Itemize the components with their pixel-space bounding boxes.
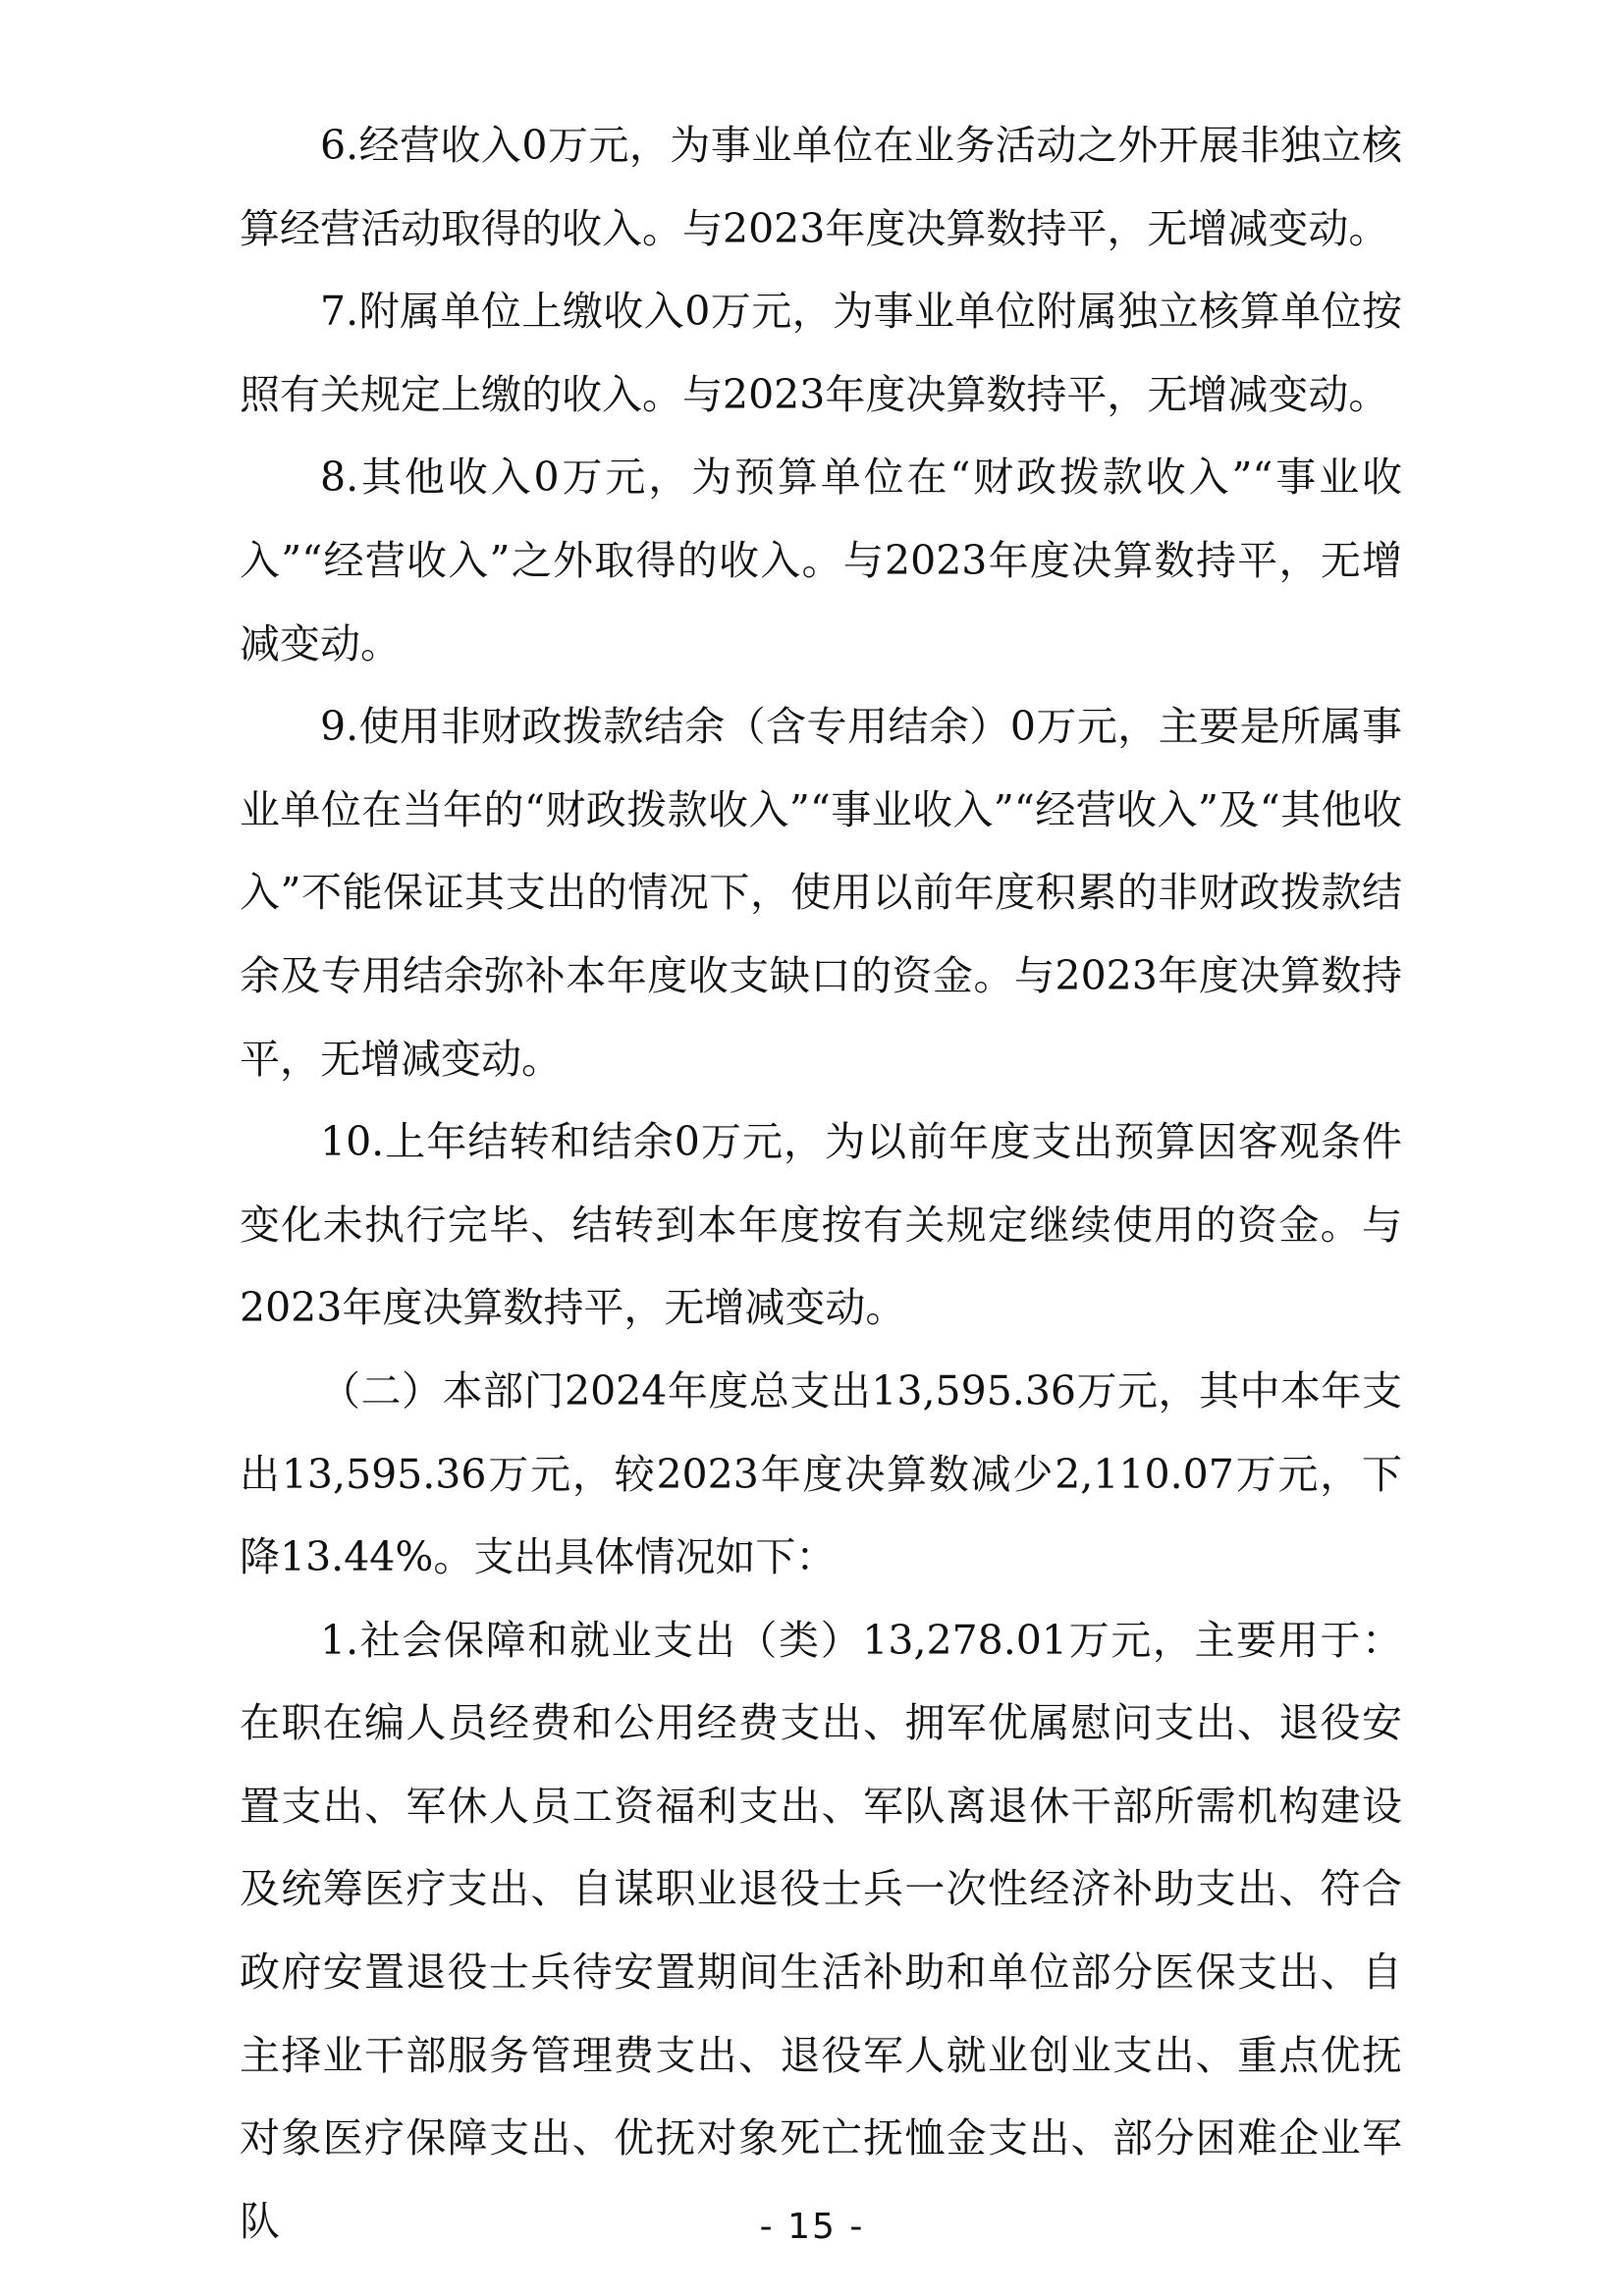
document-body [240,104,1402,2263]
paragraph-other-income: 8.其他收入0万元，为预算单位在“财政拨款收入”“事业收入”“经营收入”之外取得的收入。与2023年度决算数持平，无增减变动。 [240,454,1402,667]
paragraph-total-expenditure: （二）本部门2024年度总支出13,595.36万元，其中本年支出13,595.36万元，较2023年度决算数减少2,110.07万元，下降13.44%。支出具体情况如下： [240,1366,1402,1581]
page-number: - 15 - [759,2207,865,2247]
paragraph-affiliated-unit-income: 7.附属单位上缴收入0万元，为事业单位附属独立核算单位按照有关规定上缴的收入。与2023年度决算数持平，无增减变动。 [240,288,1402,418]
paragraph-social-security-expenditure: 1.社会保障和就业支出（类）13,278.01万元，主要用于：在职在编人员经费和公用经费支出、拥军优属慰问支出、退役安置支出、军休人员工资福利支出、军队离退休干部所需机构建设及统筹医疗支出、自谋职业退役士兵一次性经济补助支出、符合政府安置退役士兵待安置期间生活补助和单位部分医保支出、自主择业干部服务管理费支出、退役军人就业创业支出、重点优抚对象医疗保障支出、优抚对象死亡抚恤金支出、部分困难企业军队 [240,1616,1402,2245]
paragraph-non-fiscal-surplus: 9.使用非财政拨款结余（含专用结余）0万元，主要是所属事业单位在当年的“财政拨款收入”“事业收入”“经营收入”及“其他收入”不能保证其支出的情况下，使用以前年度积累的非财政拨款结余及专用结余弥补本年度收支缺口的资金。与2023年度决算数持平，无增减变动。 [240,703,1402,1083]
paragraph-operating-income: 6.经营收入0万元，为事业单位在业务活动之外开展非独立核算经营活动取得的收入。与2023年度决算数持平，无增减变动。 [240,122,1402,252]
paragraph-carryover-balance: 10.上年结转和结余0万元，为以前年度支出预算因客观条件变化未执行完毕、结转到本年度按有关规定继续使用的资金。与2023年度决算数持平，无增减变动。 [240,1118,1402,1332]
